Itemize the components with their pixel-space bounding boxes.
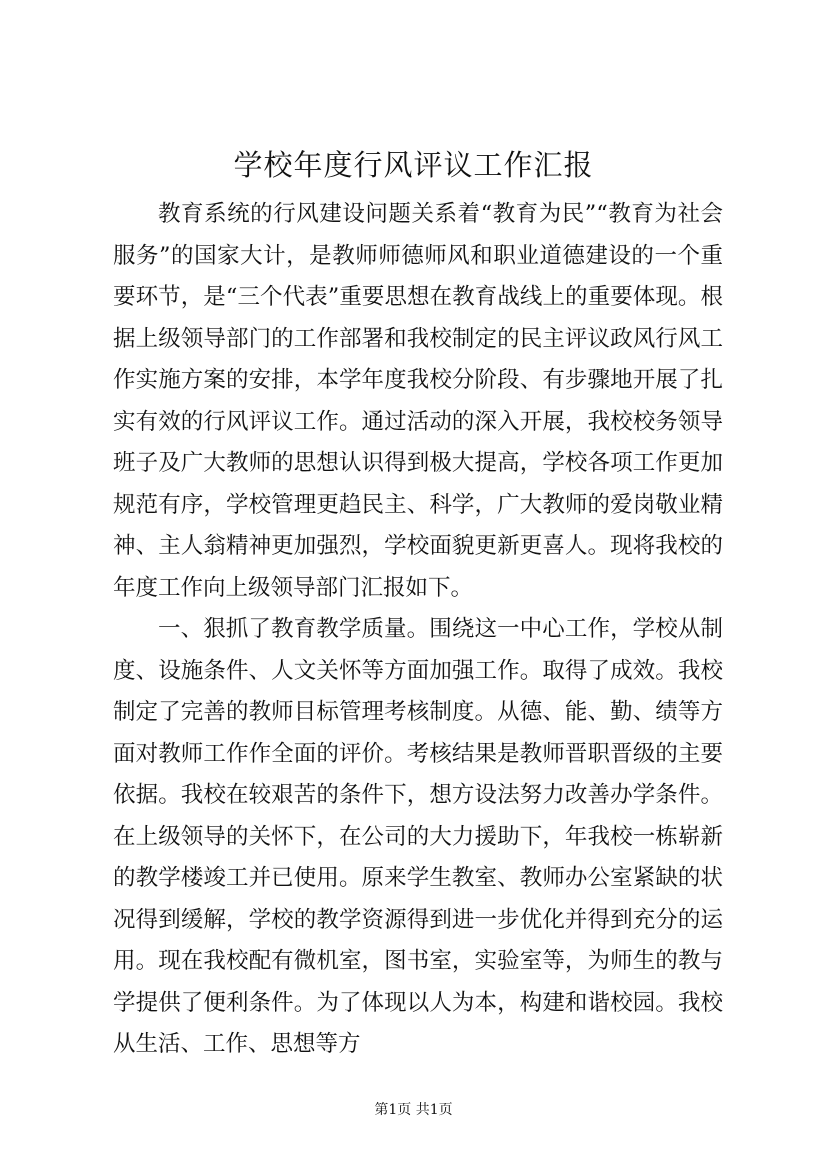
paragraph-intro: 教育系统的行风建设问题关系着“教育为民”“教育为社会服务”的国家大计，是教师师德师风和职业道德建设的一个重要环节，是“三个代表”重要思想在教育战线上的重要体现。根据上级领导部门的工作部署和我校制定的民主评议政风行风工作实施方案的安排，本学年度我校分阶段、有步骤地开展了扎实有效的行风评议工作。通过活动的深入开展，我校校务领导班子及广大教师的思想认识得到极大提高，学校各项工作更加规范有序，学校管理更趋民主、科学，广大教师的爱岗敬业精神、主人翁精神更加强烈，学校面貌更新更喜人。现将我校的年度工作向上级领导部门汇报如下。 bbox=[113, 201, 723, 601]
page-footer: 第1页 共1页 bbox=[374, 1102, 453, 1118]
document-title: 学校年度行风评议工作汇报 bbox=[233, 148, 594, 182]
document-body bbox=[113, 194, 723, 1066]
paragraph-section-one: 一、狠抓了教育教学质量。围绕这一中心工作，学校从制度、设施条件、人文关怀等方面加强工作。取得了成效。我校制定了完善的教师目标管理考核制度。从德、能、勤、绩等方面对教师工作作全面的评价。考核结果是教师晋职晋级的主要依据。我校在较艰苦的条件下，想方设法努力改善办学条件。在上级领导的关怀下，在公司的大力援助下，年我校一栋崭新的教学楼竣工并已使用。原来学生教室、教师办公室紧缺的状况得到缓解，学校的教学资源得到进一步优化并得到充分的运用。现在我校配有微机室，图书室，实验室等，为师生的教与学提供了便利条件。为了体现以人为本，构建和谐校园。我校从生活、工作、思想等方 bbox=[113, 616, 723, 1057]
